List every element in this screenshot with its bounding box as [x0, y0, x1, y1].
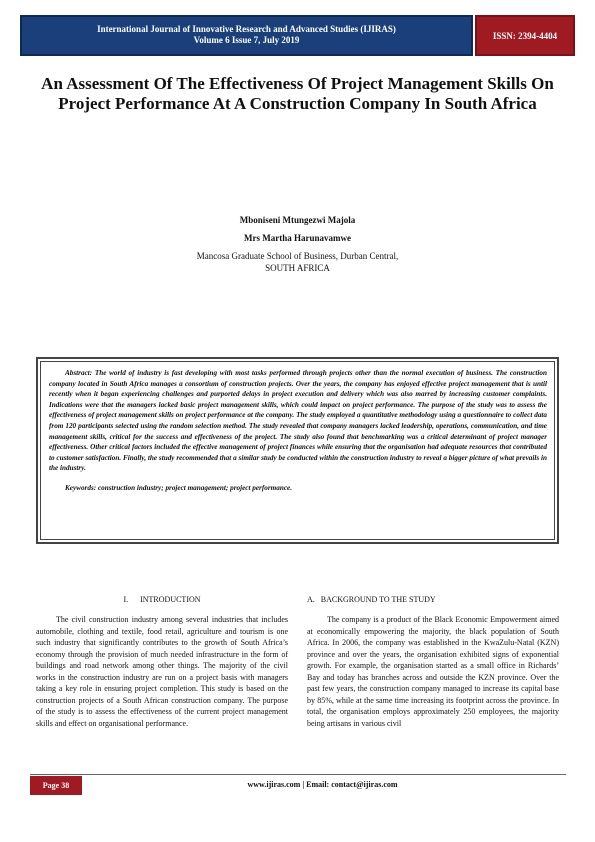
body-paragraph: The civil construction industry among several industries that includes automobile, clothing and textile, food retail, agriculture and tourism is one such industry that significantly contributes to the growth of South Africa’s economy through the provision of much needed infrastructure in the form of buildings and road network among other things. The majority of the civil works in the construction industry are run on a project basis with managers taking a key role in ensuring project completion. This study is based on the construction projects of a South African construction company. The purpose of the study is to assess the effectiveness of the current project management skills and effect on organisational performance. — [36, 615, 288, 728]
footer-contact: www.ijiras.com | Email: contact@ijiras.com — [247, 780, 398, 789]
issn-badge: ISSN: 2394-4404 — [475, 15, 575, 56]
journal-banner — [20, 15, 473, 56]
affiliation — [100, 250, 495, 274]
author-name: Mrs Martha Harunavamwe — [244, 233, 351, 243]
footer-rule — [30, 774, 566, 775]
section-heading-background: A. BACKGROUND TO THE STUDY — [307, 595, 436, 604]
journal-volume: Volume 6 Issue 7, July 2019 — [193, 35, 300, 45]
author-block — [100, 215, 495, 274]
right-column — [307, 594, 559, 729]
affiliation-line: SOUTH AFRICA — [265, 263, 330, 273]
journal-name: International Journal of Innovative Research and Advanced Studies (IJIRAS) — [97, 24, 396, 34]
journal-header — [20, 15, 575, 56]
left-column — [36, 594, 288, 729]
paper-title: An Assessment Of The Effectiveness Of Project Management Skills On Project Performance At A Construction Company In South Africa — [41, 74, 554, 113]
abstract-box — [36, 357, 559, 544]
abstract-text: Abstract: The world of industry is fast developing with most tasks performed through projects other than the normal execution of business. The construction company located in South Africa manages a consortium of construction projects. Over the years, the company has enjoyed effective project management that is until recently when it began experiencing challenges and purported delays in project execution and delivery which was also marred by increasing customer complaints. Indications were that the managers lacked basic project management skills, which could impact on project performance. The purpose of the study was to assess the effectiveness of project management skills on project performance at the company. The study employed a quantitative methodology using a questionnaire to collect data from 120 participants selected using the random selection method. The study revealed that company managers lacked leadership, operations, communication, and time management skills, critical for the success and effectiveness of the project. The study also found that benchmarking was a critical determinant of project manager effectiveness. Other critical factors included the effective management of project finances while ensuring that the organisation had adequate resources that contributed to customer satisfaction. Finally, the study recommended that a similar study be conducted within the construction industry to reveal a bigger picture of what prevails in the industry. — [49, 369, 547, 473]
author-name: Mboniseni Mtungezwi Majola — [239, 215, 356, 225]
page-number-badge: Page 38 — [30, 776, 82, 795]
body-paragraph: The company is a product of the Black Economic Empowerment aimed at economically empowering the majority, the black population of South Africa. In 2006, the company was established in the KwaZulu-Natal (KZN) province and over the years, the organisation exhibited signs of exponential growth. For example, the organisation started as a small office in Richards’ Bay and today has branches across and outside the KZN province. Over the past few years, the construction company managed to increase its capital base by 85%, while at the same time increasing its footprint across the province. In total, the organisation employs approximately 250 employees, the majority being artisans in various civil — [307, 615, 559, 728]
affiliation-line: Mancosa Graduate School of Business, Durban Central, — [196, 251, 399, 261]
abstract-frame — [40, 361, 555, 540]
keywords: Keywords: construction industry; project management; project performance. — [65, 483, 292, 492]
section-heading-introduction: I. INTRODUCTION — [123, 595, 201, 604]
